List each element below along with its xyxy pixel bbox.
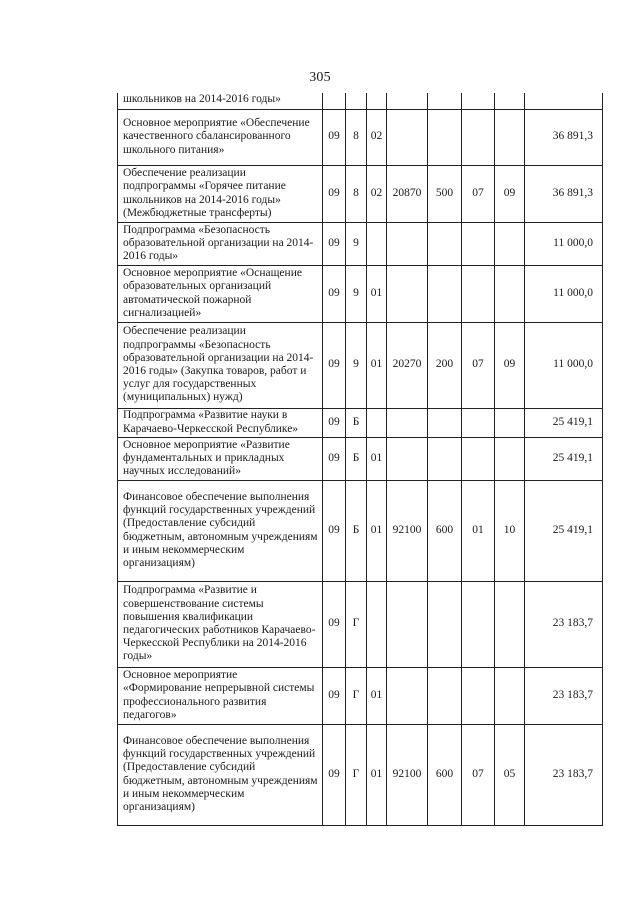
table-row — [118, 109, 603, 165]
cell-code-2: 9 — [346, 322, 367, 408]
cell-code-2: Б — [346, 408, 367, 437]
cell-code-5 — [428, 667, 462, 724]
cell-code-5 — [428, 581, 462, 667]
cell-code-1: 09 — [323, 109, 346, 165]
cell-code-3: 01 — [367, 667, 387, 724]
table-row — [118, 222, 603, 265]
cell-code-7 — [495, 581, 525, 667]
row-name: Финансовое обеспечение выполнения функций государственных учреждений (Предоставление субсидий бюджетным, автономным учреждениям и иным некоммерческим организациям) — [118, 480, 323, 581]
row-name: Обеспечение реализации подпрограммы «Безопасность образовательной организации на 2014-2016 годы» (Закупка товаров, работ и услуг для государственных (муниципальных) нужд) — [118, 322, 323, 408]
cell-code-1: 09 — [323, 408, 346, 437]
cell-code-1: 09 — [323, 437, 346, 480]
table-row — [118, 724, 603, 825]
cell-amount: 11 000,0 — [525, 322, 603, 408]
cell-code-4 — [387, 265, 428, 322]
cell-code-7 — [495, 667, 525, 724]
cell-code-3: 01 — [367, 724, 387, 825]
cell-code-7 — [495, 437, 525, 480]
cell-code-4 — [387, 581, 428, 667]
cell-code-3: 02 — [367, 165, 387, 222]
cell-code-3 — [367, 222, 387, 265]
table-row — [118, 322, 603, 408]
cell-code-6: 07 — [462, 322, 495, 408]
cell-code-5: 600 — [428, 480, 462, 581]
cell-code-4: 20870 — [387, 165, 428, 222]
table-row — [118, 437, 603, 480]
cell-code-7 — [495, 222, 525, 265]
cell-code-4 — [387, 93, 428, 109]
cell-code-3: 01 — [367, 265, 387, 322]
cell-code-4: 92100 — [387, 724, 428, 825]
row-name: школьников на 2014-2016 годы» — [118, 93, 323, 109]
row-name: Подпрограмма «Развитие науки в Карачаево-Черкесской Республике» — [118, 408, 323, 437]
cell-amount: 23 183,7 — [525, 667, 603, 724]
cell-amount: 23 183,7 — [525, 724, 603, 825]
cell-code-6 — [462, 93, 495, 109]
table-row — [118, 93, 603, 109]
row-name: Основное мероприятие «Обеспечение качественного сбалансированного школьного питания» — [118, 109, 323, 165]
table-row — [118, 667, 603, 724]
cell-code-6: 01 — [462, 480, 495, 581]
cell-code-7: 09 — [495, 322, 525, 408]
row-name: Основное мероприятие «Развитие фундаментальных и прикладных научных исследований» — [118, 437, 323, 480]
row-name: Подпрограмма «Развитие и совершенствование системы повышения квалификации педагогических работников Карачаево-Черкесской Республики на 2014-2016 годы» — [118, 581, 323, 667]
cell-code-2: 8 — [346, 165, 367, 222]
cell-code-4: 92100 — [387, 480, 428, 581]
cell-code-5 — [428, 437, 462, 480]
cell-code-4: 20270 — [387, 322, 428, 408]
cell-amount: 25 419,1 — [525, 480, 603, 581]
cell-amount: 36 891,3 — [525, 165, 603, 222]
cell-code-1: 09 — [323, 322, 346, 408]
row-name: Подпрограмма «Безопасность образовательной организации на 2014-2016 годы» — [118, 222, 323, 265]
cell-code-6 — [462, 667, 495, 724]
table-row — [118, 408, 603, 437]
table-row — [118, 480, 603, 581]
cell-amount: 25 419,1 — [525, 437, 603, 480]
cell-code-1: 09 — [323, 667, 346, 724]
row-name: Финансовое обеспечение выполнения функций государственных учреждений (Предоставление субсидий бюджетным, автономным учреждениям и иным некоммерческим организациям) — [118, 724, 323, 825]
cell-code-5: 500 — [428, 165, 462, 222]
cell-amount: 11 000,0 — [525, 265, 603, 322]
cell-code-3 — [367, 408, 387, 437]
cell-code-1: 09 — [323, 265, 346, 322]
cell-code-2: 9 — [346, 265, 367, 322]
budget-table — [117, 93, 603, 826]
cell-code-3 — [367, 93, 387, 109]
cell-amount — [525, 93, 603, 109]
page-number: 305 — [309, 70, 331, 85]
cell-code-1: 09 — [323, 581, 346, 667]
cell-code-3: 01 — [367, 437, 387, 480]
cell-code-2: 9 — [346, 222, 367, 265]
cell-code-2: Б — [346, 437, 367, 480]
cell-code-1: 09 — [323, 724, 346, 825]
cell-code-2: Г — [346, 581, 367, 667]
cell-code-3: 01 — [367, 480, 387, 581]
cell-code-6 — [462, 109, 495, 165]
cell-code-3 — [367, 581, 387, 667]
cell-code-5: 600 — [428, 724, 462, 825]
cell-amount: 23 183,7 — [525, 581, 603, 667]
cell-code-7: 05 — [495, 724, 525, 825]
cell-code-2: Б — [346, 480, 367, 581]
cell-amount: 25 419,1 — [525, 408, 603, 437]
cell-code-6 — [462, 408, 495, 437]
cell-code-1: 09 — [323, 480, 346, 581]
cell-code-1: 09 — [323, 165, 346, 222]
cell-code-2 — [346, 93, 367, 109]
row-name: Основное мероприятие «Оснащение образовательных организаций автоматической пожарной сигнализацией» — [118, 265, 323, 322]
cell-code-5 — [428, 109, 462, 165]
cell-code-2: 8 — [346, 109, 367, 165]
cell-code-6: 07 — [462, 724, 495, 825]
cell-code-6 — [462, 222, 495, 265]
cell-code-1: 09 — [323, 222, 346, 265]
cell-code-5 — [428, 265, 462, 322]
cell-code-4 — [387, 667, 428, 724]
cell-code-5 — [428, 408, 462, 437]
cell-code-6 — [462, 581, 495, 667]
cell-code-7 — [495, 408, 525, 437]
cell-code-4 — [387, 408, 428, 437]
cell-amount: 11 000,0 — [525, 222, 603, 265]
cell-code-6: 07 — [462, 165, 495, 222]
cell-code-7: 09 — [495, 165, 525, 222]
cell-code-5 — [428, 93, 462, 109]
cell-code-4 — [387, 109, 428, 165]
cell-amount: 36 891,3 — [525, 109, 603, 165]
cell-code-1 — [323, 93, 346, 109]
cell-code-7 — [495, 109, 525, 165]
table-row — [118, 165, 603, 222]
row-name: Основное мероприятие «Формирование непрерывной системы профессионального развития педагогов» — [118, 667, 323, 724]
cell-code-5: 200 — [428, 322, 462, 408]
cell-code-6 — [462, 265, 495, 322]
cell-code-7: 10 — [495, 480, 525, 581]
cell-code-3: 01 — [367, 322, 387, 408]
table-row — [118, 265, 603, 322]
cell-code-5 — [428, 222, 462, 265]
row-name: Обеспечение реализации подпрограммы «Горячее питание школьников на 2014-2016 годы» (Межбюджетные трансферты) — [118, 165, 323, 222]
cell-code-6 — [462, 437, 495, 480]
cell-code-2: Г — [346, 667, 367, 724]
cell-code-3: 02 — [367, 109, 387, 165]
table-row — [118, 581, 603, 667]
cell-code-7 — [495, 265, 525, 322]
cell-code-2: Г — [346, 724, 367, 825]
cell-code-7 — [495, 93, 525, 109]
cell-code-4 — [387, 222, 428, 265]
cell-code-4 — [387, 437, 428, 480]
